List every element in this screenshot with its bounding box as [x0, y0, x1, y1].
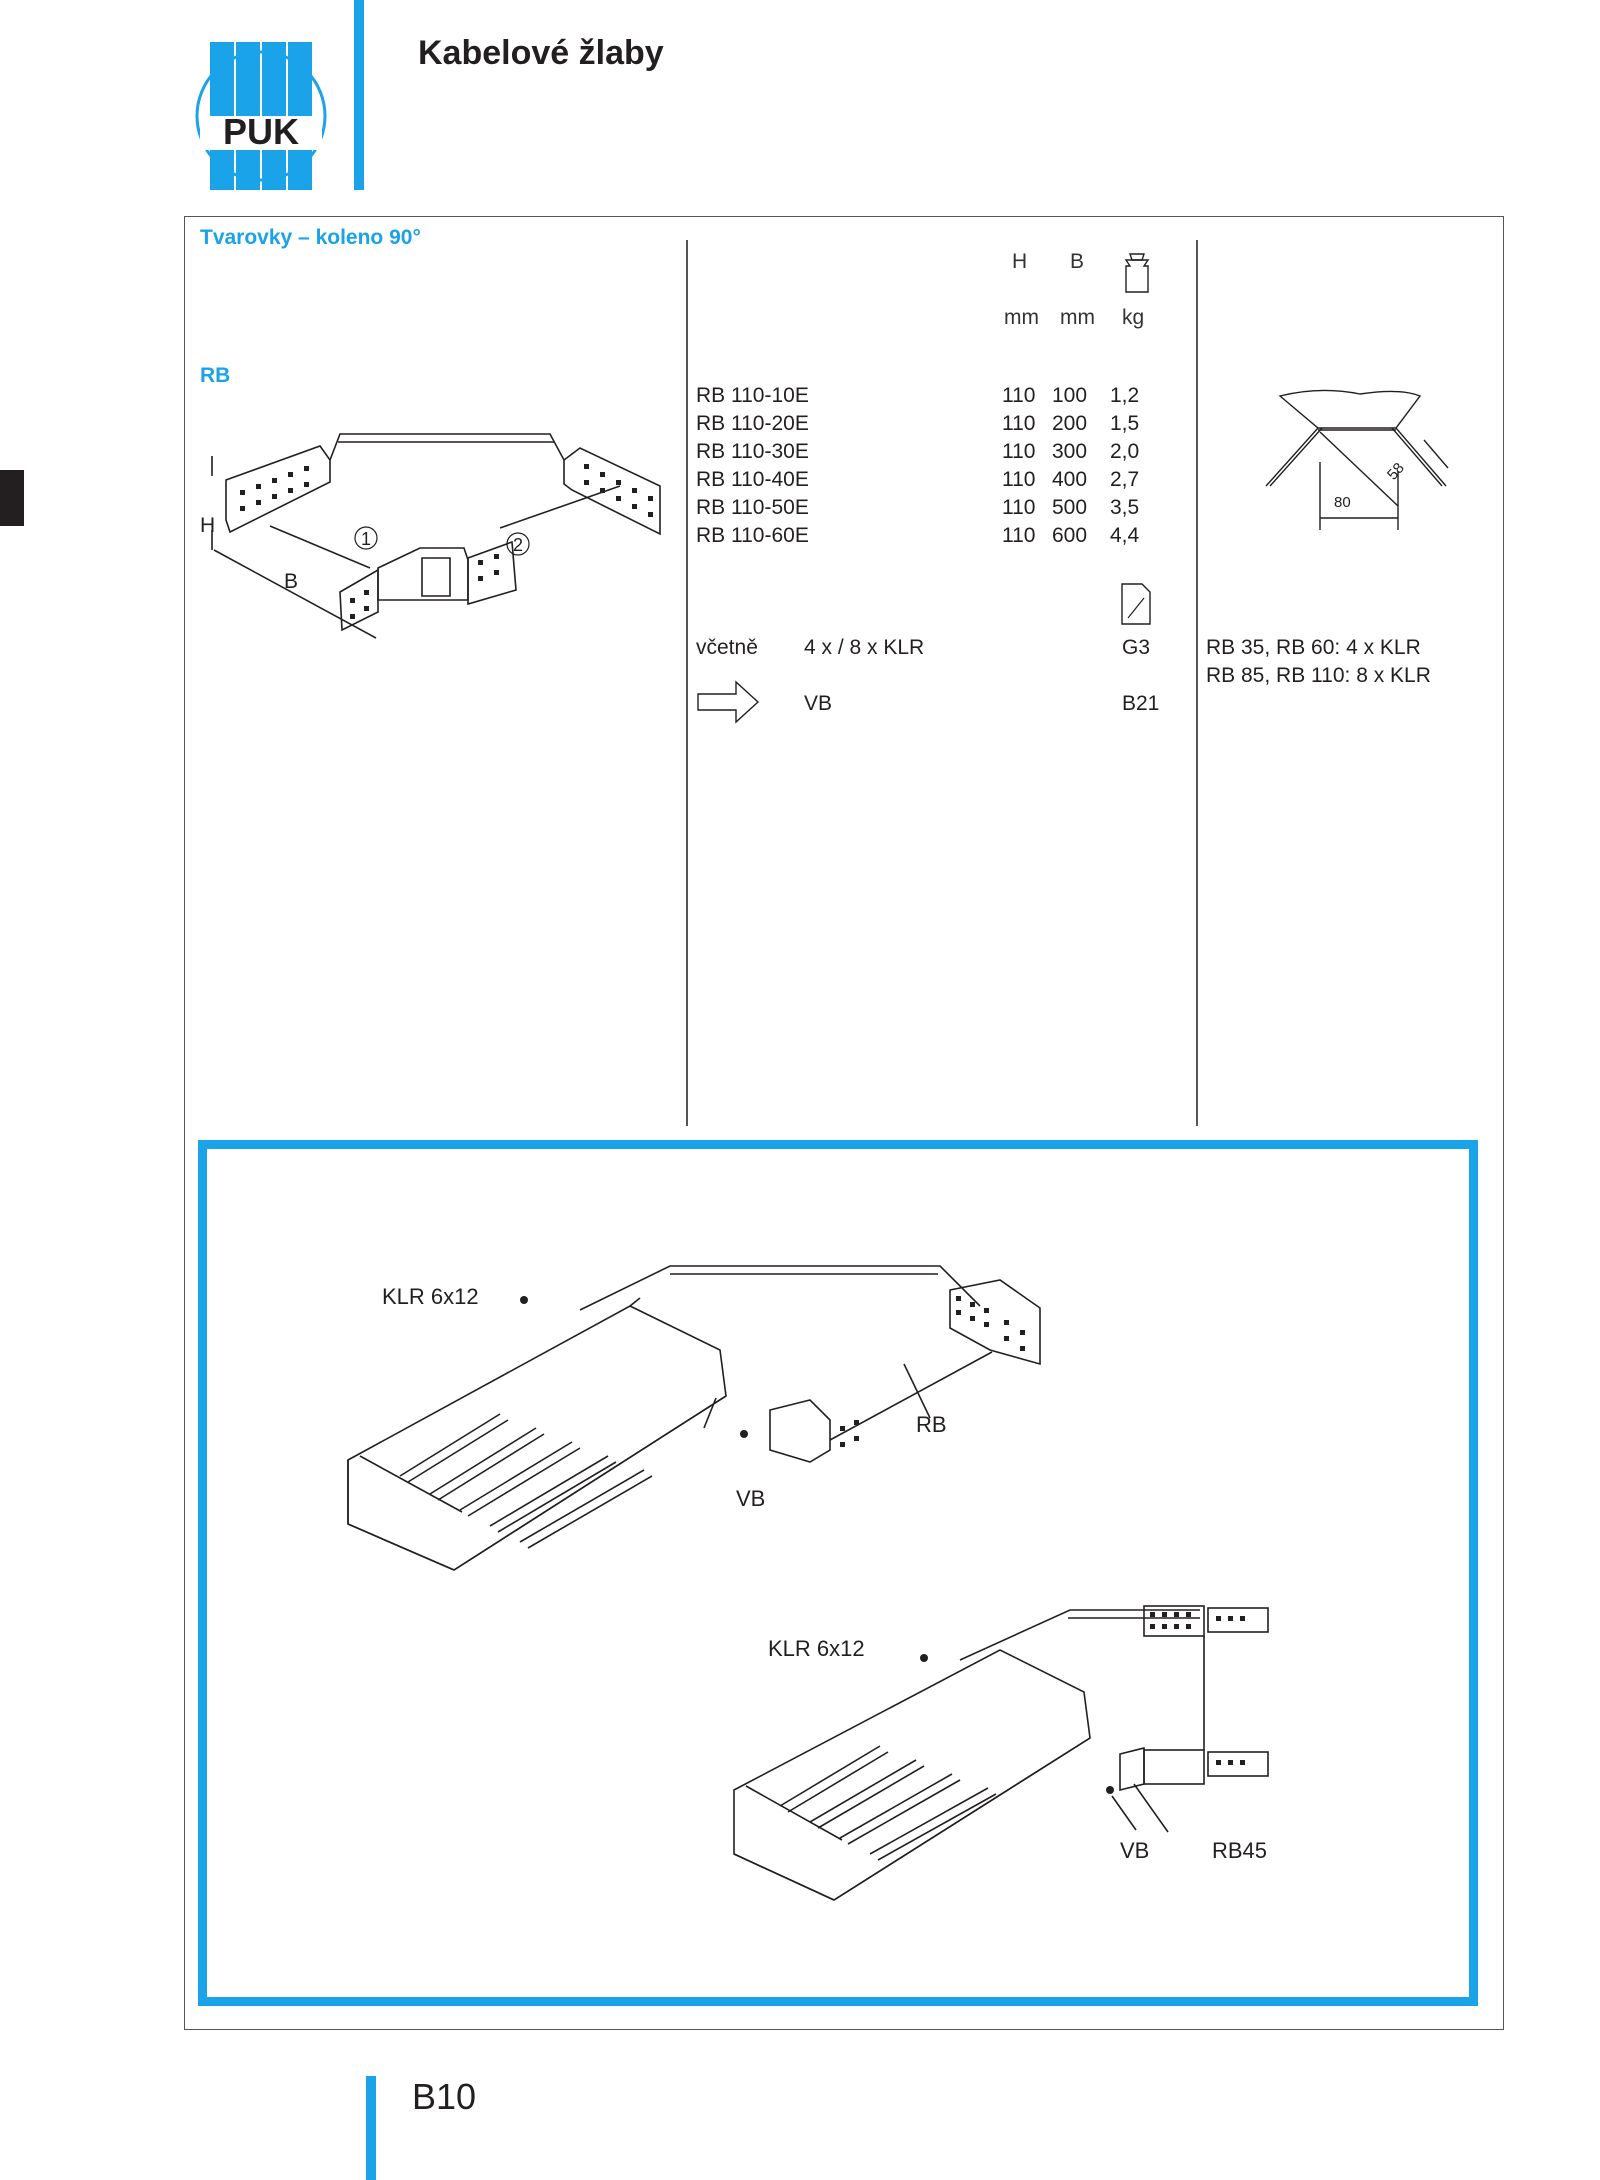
accessory-ref-icon — [1120, 582, 1152, 626]
product-code: RB 110-60E — [696, 524, 809, 547]
page-number: B10 — [412, 2076, 477, 2117]
height-value: 110 — [1002, 496, 1036, 519]
included-value: 4 x / 8 x KLR — [804, 636, 925, 659]
product-code: RB 110-40E — [696, 468, 809, 491]
marker-2: 2 — [513, 535, 524, 555]
column-divider-2 — [1196, 240, 1198, 1126]
col-b-unit: mm — [1060, 306, 1095, 329]
table-row — [696, 382, 1160, 410]
height-value: 110 — [1002, 524, 1036, 547]
svg-text:PUK: PUK — [222, 111, 300, 152]
header-accent-bar — [354, 0, 364, 190]
weight-value: 1,5 — [1110, 412, 1140, 435]
table-row — [696, 410, 1160, 438]
height-value: 110 — [1002, 384, 1036, 407]
width-value: 500 — [1052, 496, 1088, 519]
product-code: RB 110-10E — [696, 384, 809, 407]
table-row — [696, 438, 1160, 466]
footer-accent-bar — [366, 2076, 376, 2180]
weight-icon — [1122, 250, 1152, 294]
height-value: 110 — [1002, 468, 1036, 491]
product-code: RB 110-50E — [696, 496, 809, 519]
klr-note-1: RB 35, RB 60: 4 x KLR — [1206, 636, 1421, 659]
width-value: 100 — [1052, 384, 1088, 407]
rb-label-top: RB — [916, 1412, 947, 1437]
column-divider-1 — [686, 240, 688, 1126]
col-h-unit: mm — [1004, 306, 1039, 329]
dimension-80: 80 — [1334, 494, 1351, 511]
width-value: 200 — [1052, 412, 1088, 435]
dimension-h-label: H — [200, 514, 216, 537]
height-value: 110 — [1002, 412, 1036, 435]
section-tab-marker — [0, 470, 24, 526]
mounting-angle-diagram — [1260, 382, 1460, 542]
width-value: 400 — [1052, 468, 1088, 491]
see-also-ref: B21 — [1122, 692, 1160, 715]
screw-label-bottom: KLR 6x12 — [768, 1636, 865, 1661]
table-row — [696, 466, 1160, 494]
width-value: 300 — [1052, 440, 1088, 463]
marker-1: 1 — [361, 529, 372, 549]
page-title: Kabelové žlaby — [418, 34, 664, 72]
section-title: Tvarovky – koleno 90° — [200, 226, 421, 249]
weight-value: 1,2 — [1110, 384, 1140, 407]
screw-label-top: KLR 6x12 — [382, 1284, 479, 1309]
weight-value: 2,0 — [1110, 440, 1140, 463]
weight-value: 4,4 — [1110, 524, 1140, 547]
col-h-header: H — [1012, 250, 1028, 273]
dimension-58: 58 — [1384, 459, 1408, 484]
dimension-b-label: B — [284, 570, 299, 593]
included-label: včetně — [696, 636, 758, 659]
product-code: RB 110-20E — [696, 412, 809, 435]
vb-label-top: VB — [736, 1486, 766, 1511]
product-family-label: RB — [200, 364, 231, 387]
puk-logo — [186, 38, 336, 194]
width-value: 600 — [1052, 524, 1088, 547]
klr-note-2: RB 85, RB 110: 8 x KLR — [1206, 664, 1431, 687]
arrow-right-icon — [696, 680, 760, 724]
product-table — [696, 382, 1160, 550]
col-b-header: B — [1070, 250, 1085, 273]
table-row — [696, 522, 1160, 550]
included-ref: G3 — [1122, 636, 1151, 659]
col-kg-unit: kg — [1122, 306, 1145, 329]
product-code: RB 110-30E — [696, 440, 809, 463]
weight-value: 2,7 — [1110, 468, 1140, 491]
rb-elbow-drawing — [200, 420, 680, 660]
height-value: 110 — [1002, 440, 1036, 463]
rb45-label: RB45 — [1212, 1838, 1268, 1863]
table-row — [696, 494, 1160, 522]
vb-label-bottom: VB — [1120, 1838, 1150, 1863]
see-also-value: VB — [804, 692, 833, 715]
weight-value: 3,5 — [1110, 496, 1140, 519]
